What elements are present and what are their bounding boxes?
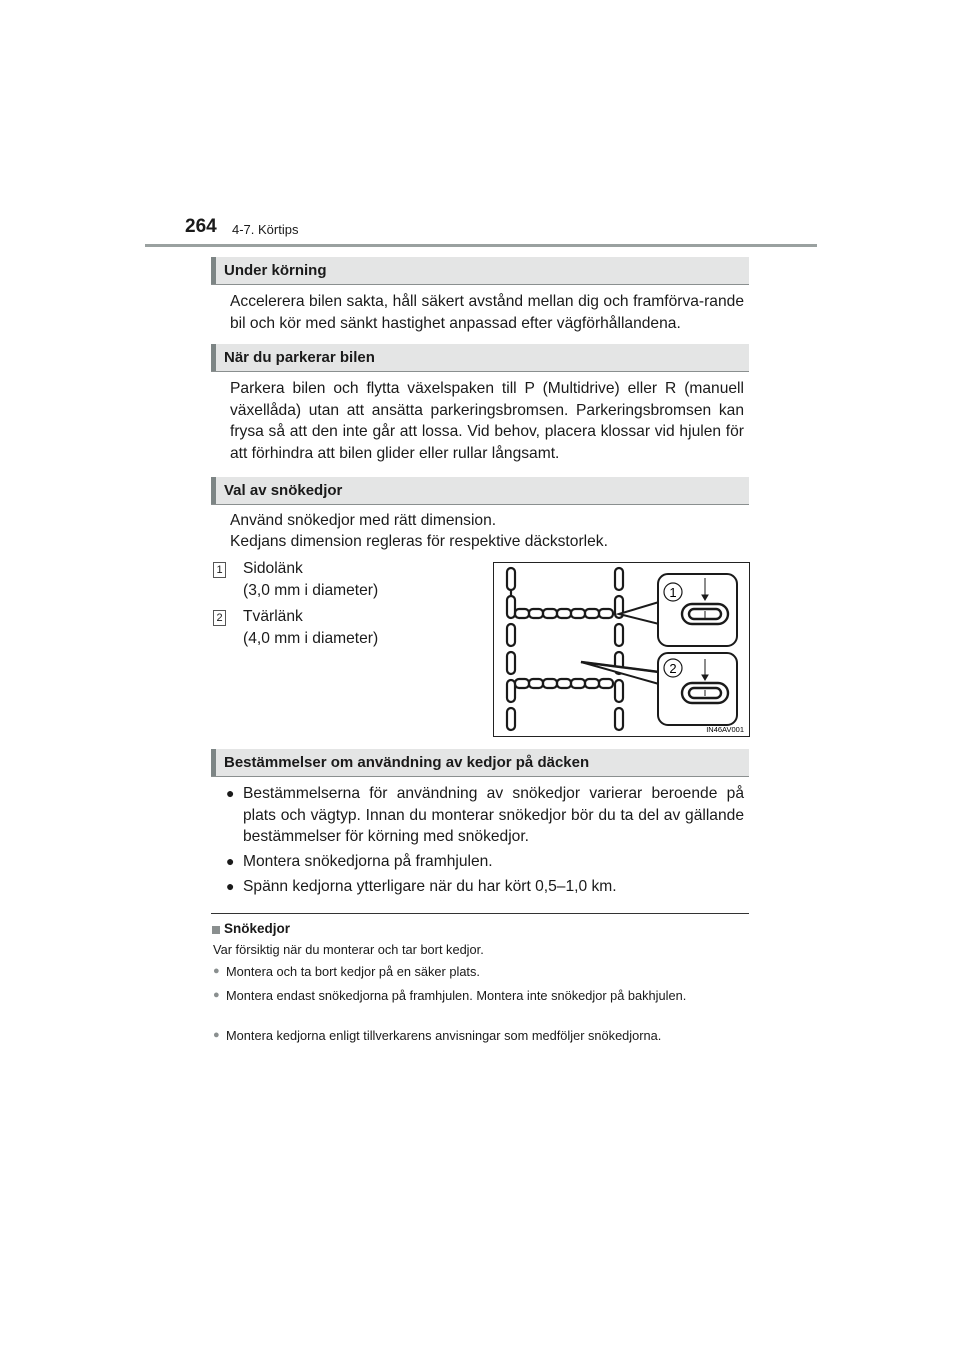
note-bullet-icon: ● — [213, 989, 220, 1001]
note-item-3: Montera kedjorna enligt tillverkarens anvisningar som medföljer snökedjorna. — [226, 1028, 662, 1043]
bullet-icon: ● — [226, 853, 235, 869]
header-divider — [145, 244, 817, 247]
regulation-bullet-2: Montera snökedjorna på framhjulen. — [243, 853, 493, 870]
note-square-icon — [212, 926, 220, 934]
item-detail-side-link: (3,0 mm i diameter) — [243, 582, 379, 599]
note-item-1: Montera och ta bort kedjor på en säker plats. — [226, 964, 480, 979]
callout-label-1: 1 — [669, 585, 677, 600]
note-item-2: Montera endast snökedjorna på framhjulen. Montera inte snökedjor på bakhjulen. — [226, 988, 687, 1003]
heading-accent-bar — [211, 477, 216, 504]
heading-accent-bar — [211, 749, 216, 776]
note-divider — [211, 913, 749, 914]
section-heading-parking — [211, 344, 749, 372]
item-number-1: 1 — [213, 562, 226, 578]
note-bullet-icon: ● — [213, 965, 220, 977]
item-name-side-link: Sidolänk — [243, 560, 303, 577]
note-intro: Var försiktig när du monterar och tar bort kedjor. — [213, 942, 484, 957]
section-heading-regulations — [211, 749, 749, 777]
section-heading-chains — [211, 477, 749, 505]
figure-code: IN46AV001 — [706, 725, 744, 734]
heading-accent-bar — [211, 257, 216, 284]
section-heading-driving — [211, 257, 749, 285]
item-name-cross-link: Tvärlänk — [243, 608, 303, 625]
snow-chain-illustration — [493, 562, 750, 737]
section-title: Val av snökedjor — [224, 482, 343, 499]
regulation-bullet-1: Bestämmelserna för användning av snökedjor varierar beroende på plats och vägtyp. Innan du monterar snökedjor bör du ta del av gällande bestämmelser för körning med snökedjor. — [243, 785, 744, 845]
chains-line-2: Kedjans dimension regleras för respektive däckstorlek. — [230, 533, 608, 550]
item-number-2: 2 — [213, 610, 226, 626]
parking-paragraph: Parkera bilen och flytta växelspaken till P (Multidrive) eller R (manuell växellåda) utan att ansätta parkeringsbromsen. Parkeringsbromsen kan frysa så att den inte går att lossa. Vid behov, placera klossar vid hjulen för att förhindra att bilen glider eller rullar långsamt. — [230, 380, 744, 462]
note-title: Snökedjor — [224, 921, 291, 936]
driving-paragraph: Accelerera bilen sakta, håll säkert avstånd mellan dig och framförva-rande bil och kör med sänkt hastighet anpassad efter vägförhållandena. — [230, 293, 744, 332]
item-detail-cross-link: (4,0 mm i diameter) — [243, 630, 379, 647]
section-title: När du parkerar bilen — [224, 349, 375, 366]
chains-line-1: Använd snökedjor med rätt dimension. — [230, 512, 497, 529]
bullet-icon: ● — [226, 785, 235, 801]
regulation-bullet-3: Spänn kedjorna ytterligare när du har kört 0,5–1,0 km. — [243, 878, 617, 895]
section-title: Under körning — [224, 262, 327, 279]
section-title: Bestämmelser om användning av kedjor på däcken — [224, 754, 590, 771]
bullet-icon: ● — [226, 878, 235, 894]
page-number: 264 — [185, 216, 217, 237]
note-bullet-icon: ● — [213, 1029, 220, 1041]
heading-accent-bar — [211, 344, 216, 371]
callout-label-2: 2 — [669, 661, 677, 676]
section-reference: 4-7. Körtips — [232, 222, 299, 237]
